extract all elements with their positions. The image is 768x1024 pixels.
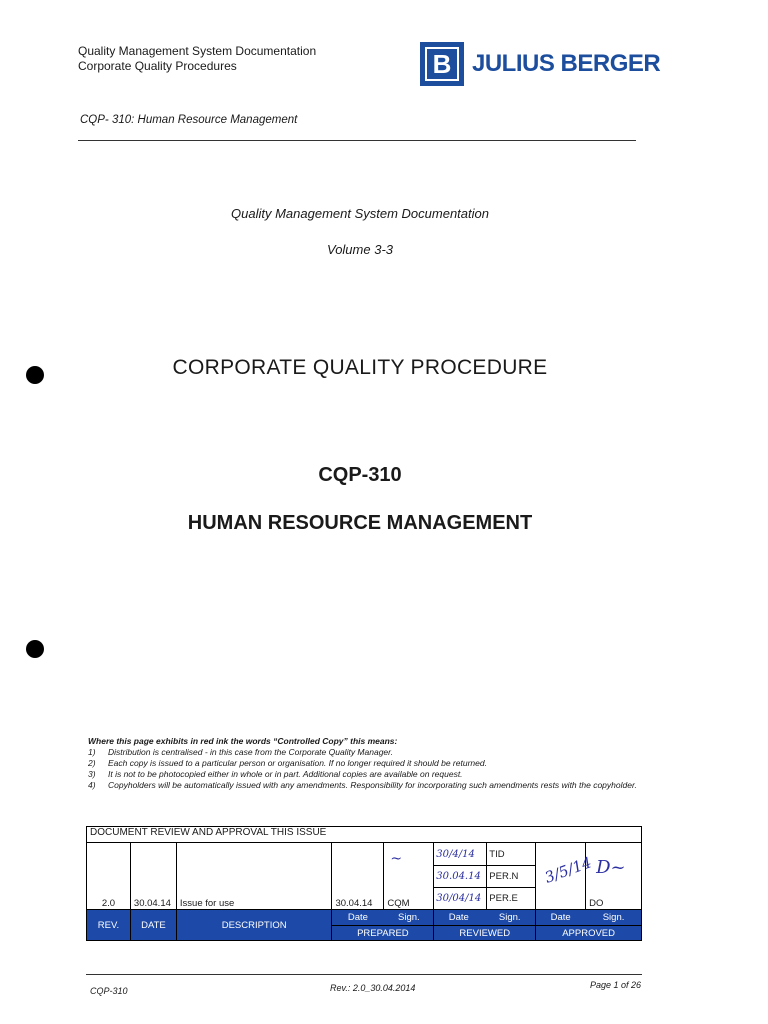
header-date: DATE bbox=[130, 910, 176, 941]
prepared-date-value: 30.04.14 bbox=[332, 843, 384, 910]
header-approved: APPROVED bbox=[536, 926, 642, 941]
header-approved-date: Date bbox=[536, 910, 586, 926]
procedure-name: HUMAN RESOURCE MANAGEMENT bbox=[187, 512, 533, 534]
footer-page-number: Page 1 of 26 bbox=[590, 980, 642, 990]
punch-hole-top bbox=[26, 366, 44, 384]
header-reviewed-date: Date bbox=[434, 910, 484, 926]
header-prepared: PREPARED bbox=[332, 926, 434, 941]
header-line-2: Corporate Quality Procedures bbox=[78, 59, 237, 73]
reviewed-date-3: 30/04/14 bbox=[436, 893, 482, 904]
approved-sign-cell bbox=[586, 843, 642, 910]
prepared-sign-value: CQM bbox=[387, 898, 410, 909]
footer-divider bbox=[86, 974, 642, 975]
header-line-1: Quality Management System Documentation bbox=[78, 44, 317, 58]
controlled-copy-notes bbox=[88, 736, 638, 791]
header-divider bbox=[78, 140, 636, 141]
document-reference: CQP- 310: Human Resource Management bbox=[80, 114, 298, 126]
date-value: 30.04.14 bbox=[130, 843, 176, 910]
description-value: Issue for use bbox=[176, 843, 332, 910]
reviewed-role-1: TID bbox=[486, 843, 504, 865]
header-rev: REV. bbox=[87, 910, 131, 941]
approved-date-cell bbox=[536, 843, 595, 910]
footer-revision: Rev.: 2.0_30.04.2014 bbox=[330, 983, 416, 993]
procedure-code: CQP-310 bbox=[318, 464, 402, 486]
note-item: 3) It is not to be photocopied either in whole or in part. Additional copies are available on request. bbox=[88, 769, 463, 779]
company-logo bbox=[420, 42, 660, 86]
reviewed-cell bbox=[434, 843, 536, 910]
header-reviewed: REVIEWED bbox=[434, 926, 536, 941]
footer-doc-code: CQP-310 bbox=[90, 986, 128, 996]
volume-label: Volume 3-3 bbox=[327, 242, 393, 257]
header-approved-sign: Sign. bbox=[586, 910, 642, 926]
reviewed-date-1: 30/4/14 bbox=[436, 848, 475, 860]
header-reviewed-sign: Sign. bbox=[484, 910, 536, 926]
procedure-heading: CORPORATE QUALITY PROCEDURE bbox=[172, 356, 548, 379]
handwritten-signature: ~ bbox=[390, 851, 403, 867]
approval-table bbox=[86, 826, 642, 941]
logo-text: JULIUS BERGER bbox=[472, 50, 661, 77]
punch-hole-bottom bbox=[26, 640, 44, 658]
handwritten-signature: D~ bbox=[596, 857, 626, 878]
reviewed-role-2: PER.N bbox=[486, 866, 518, 887]
approved-date-value: 3/5/14 bbox=[542, 853, 595, 887]
header-description: DESCRIPTION bbox=[176, 910, 332, 941]
qms-title: Quality Management System Documentation bbox=[231, 206, 489, 221]
note-item: 2) Each copy is issued to a particular person or organisation. If no longer required it should be returned. bbox=[88, 758, 487, 768]
notes-heading: Where this page exhibits in red ink the words “Controlled Copy” this means: bbox=[88, 736, 398, 746]
approval-table-title: DOCUMENT REVIEW AND APPROVAL THIS ISSUE bbox=[87, 827, 642, 843]
approved-sign-value: DO bbox=[589, 898, 604, 909]
note-item: 1) Distribution is centralised - in this case from the Corporate Quality Manager. bbox=[88, 747, 394, 757]
rev-value: 2.0 bbox=[87, 843, 131, 910]
header-prepared-date: Date bbox=[332, 910, 384, 926]
header-prepared-sign: Sign. bbox=[384, 910, 434, 926]
note-item: 4) Copyholders will be automatically issued with any amendments. Responsibility for incorporating such amendments rests with the copyholder. bbox=[88, 780, 637, 790]
prepared-sign-cell bbox=[384, 843, 434, 910]
reviewed-date-2: 30.04.14 bbox=[436, 871, 481, 882]
logo-mark bbox=[420, 42, 464, 86]
reviewed-role-3: PER.E bbox=[486, 888, 518, 909]
logo-letter: B bbox=[425, 47, 459, 81]
